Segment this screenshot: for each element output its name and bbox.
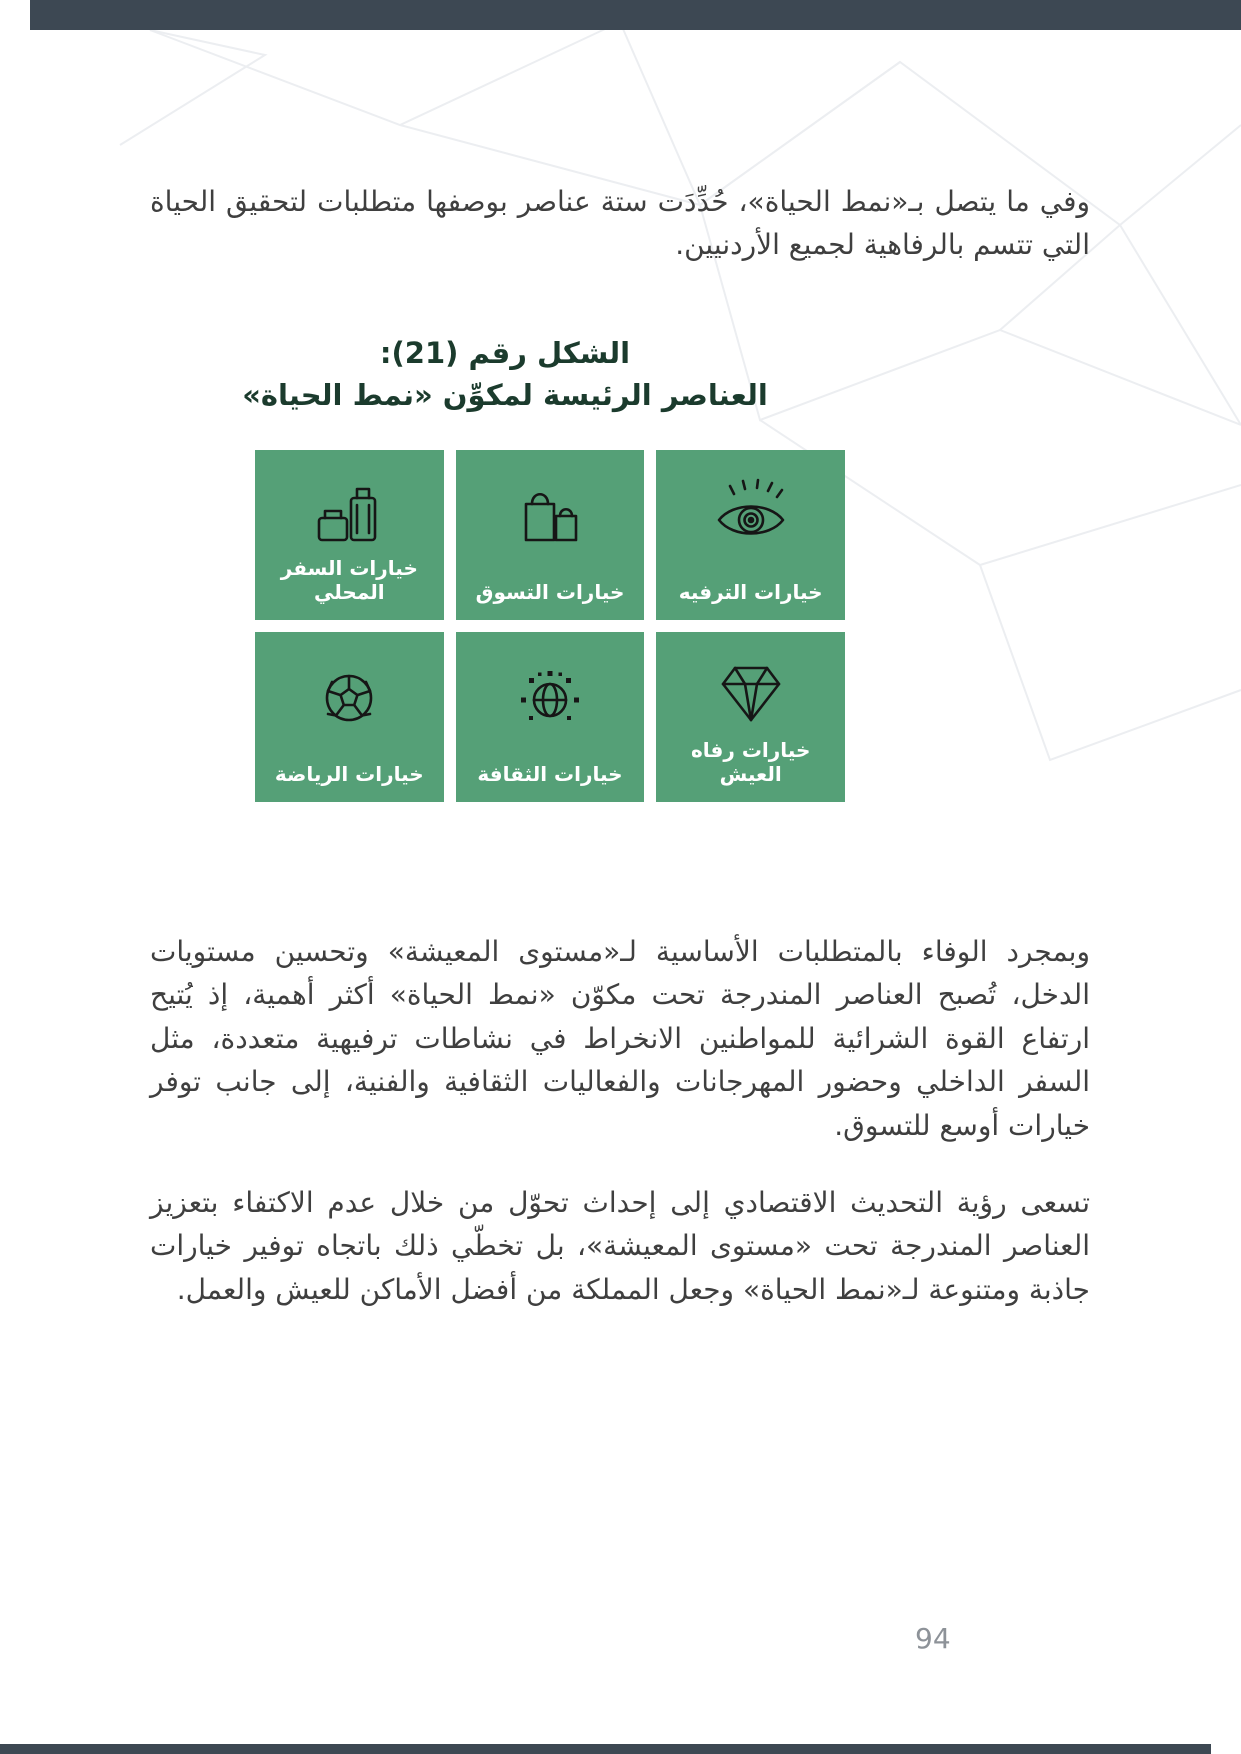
figure-title-line2: العناصر الرئيسة لمكوِّن «نمط الحياة»: [242, 378, 768, 413]
tile-label: خيارات السفر المحلي: [280, 556, 418, 604]
figure-title: [210, 332, 800, 416]
tile-wellbeing: [656, 632, 845, 802]
body-paragraph-2: تسعى رؤية التحديث الاقتصادي إلى إحداث تحوّل من خلال عدم الاكتفاء بتعزيز العناصر المندرجة تحت «مستوى المعيشة»، بل تخطّي ذلك باتجاه توفير خيارات جاذبة ومتنوعة لـ«نمط الحياة» وجعل المملكة من أفضل الأماكن للعيش والعمل.: [150, 1185, 1090, 1306]
tile-shopping: [456, 450, 645, 620]
top-slate-bar: [30, 0, 1241, 30]
tile-label: خيارات الترفيه: [678, 580, 823, 604]
luggage-icon: [309, 474, 389, 550]
shopping-bags-icon: [510, 474, 590, 550]
tile-label: خيارات التسوق: [475, 580, 625, 604]
figure-tile-grid: [255, 450, 845, 802]
tile-culture: [456, 632, 645, 802]
eye-icon: [711, 474, 791, 550]
body-text: [150, 930, 1090, 1345]
intro-paragraph: وفي ما يتصل بـ«نمط الحياة»، حُدِّدَت ستة عناصر بوصفها متطلبات لتحقيق الحياة التي تتسم بالرفاهية لجميع الأردنيين.: [150, 185, 1090, 262]
tile-label: خيارات الثقافة: [477, 762, 623, 786]
tile-label: خيارات الرياضة: [274, 762, 424, 786]
tile-local-travel: [255, 450, 444, 620]
globe-culture-icon: [510, 656, 590, 736]
body-paragraph-1: وبمجرد الوفاء بالمتطلبات الأساسية لـ«مستوى المعيشة» وتحسين مستويات الدخل، تُصبح العناصر المندرجة تحت مكوّن «نمط الحياة» أكثر أهمية، إذ يُتيح ارتفاع القوة الشرائية للمواطنين الانخراط في نشاطات ترفيهية متعددة، مثل السفر الداخلي وحضور المهرجانات والفعاليات الثقافية والفنية، إلى جانب توفر خيارات أوسع للتسوق.: [150, 935, 1090, 1142]
tile-entertainment: [656, 450, 845, 620]
figure-title-line1: الشكل رقم (21):: [379, 336, 631, 370]
football-icon: [309, 656, 389, 736]
tile-sports: [255, 632, 444, 802]
tile-label: خيارات رفاه العيش: [690, 738, 811, 786]
bottom-slate-bar: [0, 1744, 1211, 1754]
page-number: 94: [915, 1622, 951, 1655]
diamond-icon: [711, 656, 791, 728]
